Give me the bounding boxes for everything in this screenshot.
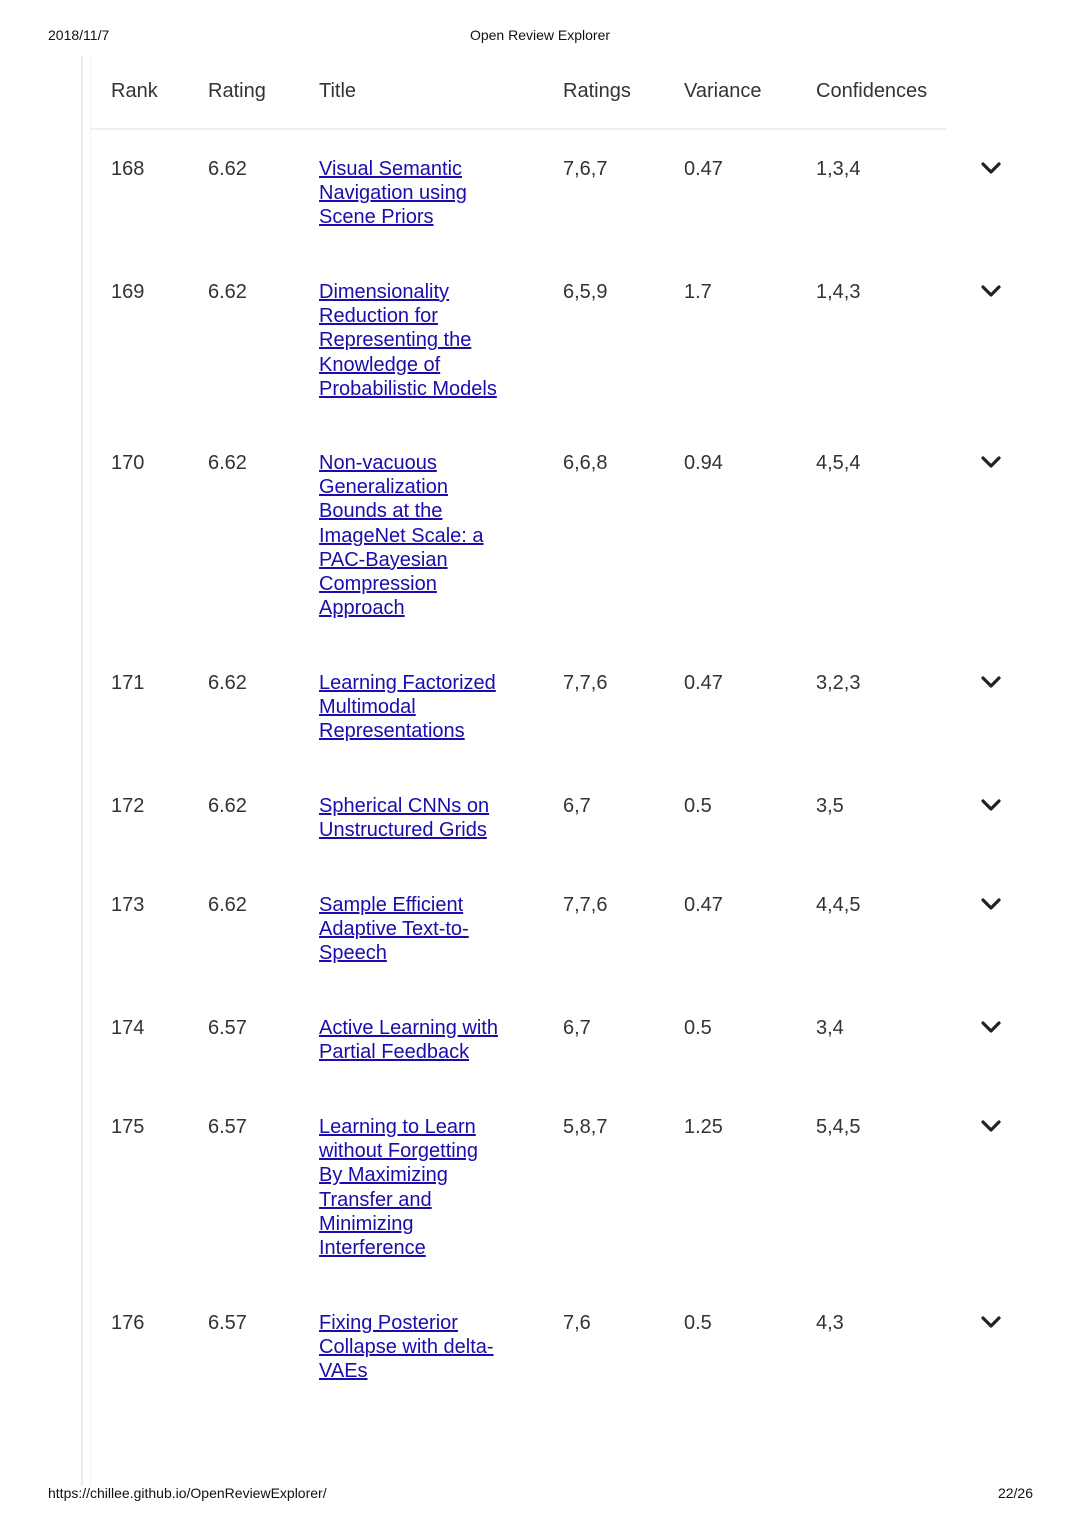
rating-cell: 6.57 — [208, 1312, 247, 1334]
paper-title-line: Speech — [319, 942, 387, 965]
table-header — [90, 56, 946, 130]
expand-row-button[interactable] — [981, 798, 1001, 812]
print-url: https://chillee.github.io/OpenReviewExplorer/ — [48, 1485, 327, 1501]
paper-title-line: Spherical CNNs on — [319, 795, 490, 817]
confidences-cell: 3,4 — [816, 1017, 844, 1039]
paper-title-line: Fixing Posterior — [319, 1312, 458, 1334]
paper-title-line: Adaptive Text-to- — [319, 918, 469, 941]
expand-row-button[interactable] — [981, 675, 1001, 689]
variance-cell: 0.5 — [684, 1017, 712, 1039]
paper-title-line: Visual Semantic — [319, 158, 463, 180]
rating-cell: 6.62 — [208, 795, 247, 817]
paper-title-link[interactable] — [319, 894, 469, 964]
variance-cell: 0.47 — [684, 894, 723, 916]
paper-title-line: Scene Priors — [319, 206, 434, 229]
rating-cell: 6.62 — [208, 281, 247, 303]
title-cell — [319, 157, 524, 230]
ratings-cell: 6,7 — [563, 795, 591, 817]
paper-title-line: Collapse with delta- — [319, 1336, 494, 1359]
confidences-cell: 5,4,5 — [816, 1116, 861, 1138]
rating-cell: 6.62 — [208, 452, 247, 474]
paper-title-line: By Maximizing — [319, 1164, 448, 1187]
reviews-table — [90, 56, 1010, 1383]
expand-row-button[interactable] — [981, 1315, 1001, 1329]
print-title: Open Review Explorer — [469, 27, 611, 43]
chevron-down-icon — [981, 1119, 1001, 1133]
paper-title-line: PAC-Bayesian — [319, 548, 448, 571]
rank-cell: 174 — [111, 1017, 145, 1039]
variance-cell: 0.47 — [684, 158, 723, 180]
rank-cell: 169 — [111, 281, 145, 303]
confidences-cell: 3,2,3 — [816, 672, 861, 694]
paper-title-line: VAEs — [319, 1360, 368, 1383]
column-header-rank[interactable]: Rank — [111, 80, 158, 102]
paper-title-link[interactable] — [319, 452, 484, 619]
ratings-cell: 5,8,7 — [563, 1116, 608, 1138]
frame-border-inner — [90, 56, 91, 1486]
paper-title-link[interactable] — [319, 795, 489, 841]
chevron-down-icon — [981, 455, 1001, 469]
column-header-rating[interactable]: Rating — [208, 80, 266, 102]
ratings-cell: 7,7,6 — [563, 894, 608, 916]
column-header-confidences[interactable]: Confidences — [816, 80, 928, 102]
paper-title-line: Learning Factorized — [319, 672, 496, 694]
paper-title-line: Partial Feedback — [319, 1041, 470, 1064]
chevron-down-icon — [981, 1315, 1001, 1329]
paper-title-line: Reduction for — [319, 305, 438, 328]
column-header-title[interactable]: Title — [319, 80, 357, 102]
chevron-down-icon — [981, 675, 1001, 689]
variance-cell: 0.47 — [684, 672, 723, 694]
title-cell — [319, 1311, 524, 1384]
variance-cell: 1.25 — [684, 1116, 723, 1138]
chevron-down-icon — [981, 798, 1001, 812]
print-page-number: 22/26 — [997, 1485, 1033, 1501]
confidences-cell: 4,4,5 — [816, 894, 861, 916]
paper-title-line: Generalization — [319, 476, 448, 499]
paper-title-line: Sample Efficient — [319, 894, 464, 916]
paper-title-link[interactable] — [319, 1017, 498, 1063]
expand-row-button[interactable] — [981, 161, 1001, 175]
title-cell — [319, 451, 524, 620]
variance-cell: 1.7 — [684, 281, 712, 303]
rating-cell: 6.62 — [208, 894, 247, 916]
expand-row-button[interactable] — [981, 1020, 1001, 1034]
ratings-cell: 6,6,8 — [563, 452, 608, 474]
rank-cell: 168 — [111, 158, 145, 180]
paper-title-line: Non-vacuous — [319, 452, 437, 474]
ratings-cell: 7,7,6 — [563, 672, 608, 694]
rank-cell: 170 — [111, 452, 145, 474]
expand-row-button[interactable] — [981, 284, 1001, 298]
paper-title-line: Representations — [319, 720, 465, 743]
ratings-cell: 7,6 — [563, 1312, 591, 1334]
ratings-cell: 6,5,9 — [563, 281, 608, 303]
paper-title-link[interactable] — [319, 672, 496, 742]
rank-cell: 171 — [111, 672, 145, 694]
title-cell — [319, 280, 524, 401]
variance-cell: 0.94 — [684, 452, 723, 474]
ratings-cell: 6,7 — [563, 1017, 591, 1039]
paper-title-line: Unstructured Grids — [319, 819, 487, 842]
variance-cell: 0.5 — [684, 1312, 712, 1334]
expand-row-button[interactable] — [981, 897, 1001, 911]
paper-title-line: Knowledge of — [319, 353, 441, 376]
paper-title-line: Probabilistic Models — [319, 377, 497, 400]
confidences-cell: 1,4,3 — [816, 281, 861, 303]
paper-title-line: Multimodal — [319, 696, 416, 719]
paper-title-line: Bounds at the — [319, 500, 443, 523]
rating-cell: 6.62 — [208, 672, 247, 694]
paper-title-line: Navigation using — [319, 182, 467, 205]
rank-cell: 172 — [111, 795, 145, 817]
chevron-down-icon — [981, 284, 1001, 298]
rating-cell: 6.57 — [208, 1116, 247, 1138]
print-date: 2018/11/7 — [48, 27, 110, 43]
title-cell — [319, 1115, 524, 1260]
paper-title-line: Minimizing — [319, 1212, 414, 1235]
column-header-ratings[interactable]: Ratings — [563, 80, 631, 102]
expand-row-button[interactable] — [981, 1119, 1001, 1133]
rank-cell: 175 — [111, 1116, 145, 1138]
paper-title-line: Representing the — [319, 329, 472, 352]
paper-title-link[interactable] — [319, 281, 497, 400]
paper-title-line: Active Learning with — [319, 1017, 498, 1039]
title-cell — [319, 1016, 524, 1064]
paper-title-link[interactable] — [319, 1312, 494, 1382]
title-cell — [319, 671, 524, 744]
chevron-down-icon — [981, 897, 1001, 911]
paper-title-line: Compression — [319, 573, 437, 596]
rank-cell: 176 — [111, 1312, 145, 1334]
title-cell — [319, 893, 524, 966]
chevron-down-icon — [981, 161, 1001, 175]
variance-cell: 0.5 — [684, 795, 712, 817]
confidences-cell: 4,5,4 — [816, 452, 861, 474]
paper-title-line: without Forgetting — [319, 1140, 478, 1163]
paper-title-line: Interference — [319, 1237, 426, 1260]
rank-cell: 173 — [111, 894, 145, 916]
paper-title-line: Transfer and — [319, 1188, 432, 1211]
chevron-down-icon — [981, 1020, 1001, 1034]
paper-title-line: Approach — [319, 597, 405, 620]
column-header-variance[interactable]: Variance — [684, 80, 762, 102]
paper-title-line: Learning to Learn — [319, 1116, 476, 1138]
confidences-cell: 4,3 — [816, 1312, 844, 1334]
confidences-cell: 1,3,4 — [816, 158, 861, 180]
ratings-cell: 7,6,7 — [563, 158, 608, 180]
confidences-cell: 3,5 — [816, 795, 844, 817]
expand-row-button[interactable] — [981, 455, 1001, 469]
paper-title-link[interactable] — [319, 1116, 478, 1259]
paper-title-line: ImageNet Scale: a — [319, 524, 484, 547]
title-cell — [319, 794, 524, 842]
rating-cell: 6.57 — [208, 1017, 247, 1039]
paper-title-line: Dimensionality — [319, 281, 450, 303]
frame-border — [81, 56, 83, 1486]
paper-title-link[interactable] — [319, 158, 467, 228]
rating-cell: 6.62 — [208, 158, 247, 180]
